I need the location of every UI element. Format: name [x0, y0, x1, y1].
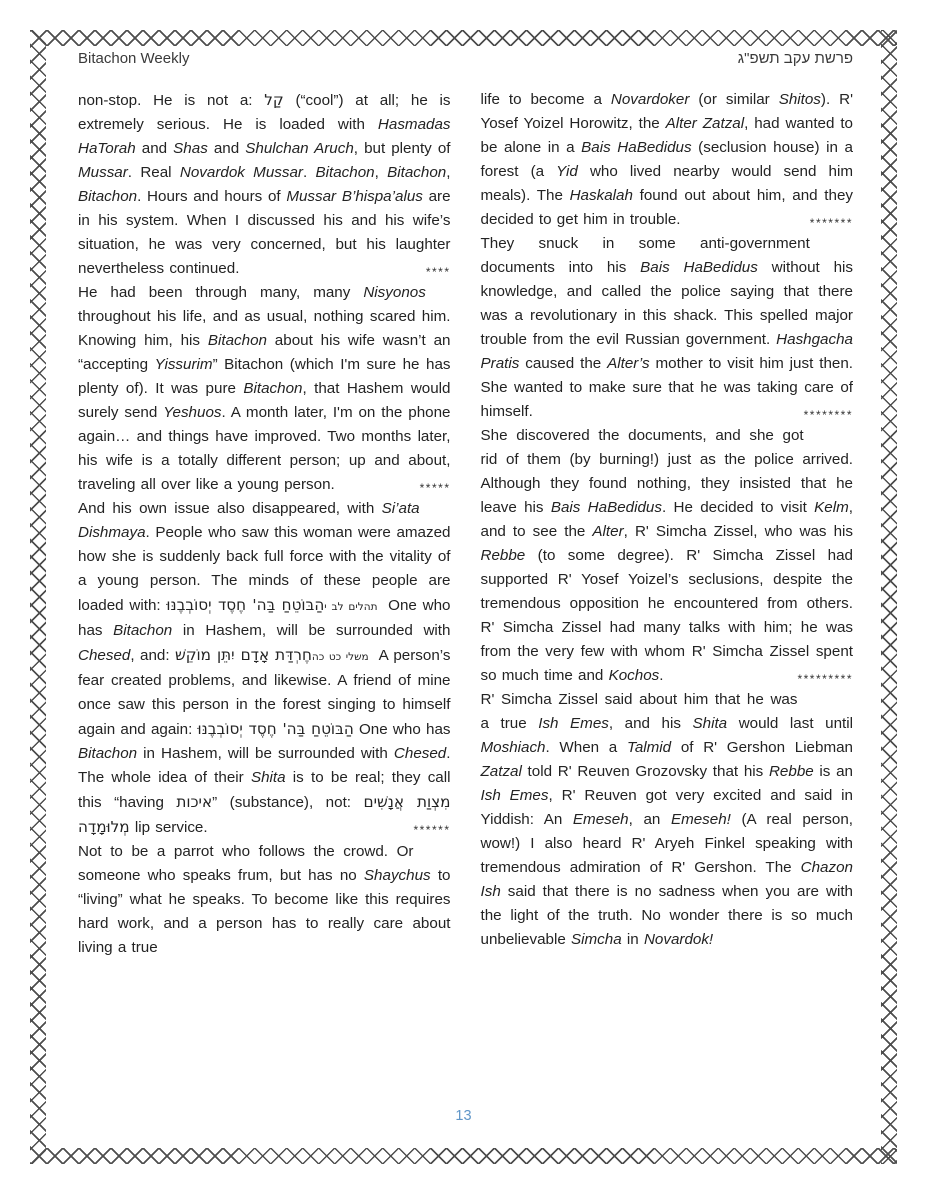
text-run: Bais HaBedidus: [581, 139, 692, 156]
hebrew-source-reference: משלי כט כה: [311, 651, 374, 663]
text-run: (A real person, wow!) I also heard R' Aryeh Finkel speaking with tremendous admiration of R' Gershon. The: [480, 811, 853, 876]
text-run: found out about him, and they decided to get him in trouble.: [480, 187, 853, 228]
text-run: Shita: [692, 715, 728, 732]
text-run: Alter: [592, 523, 624, 540]
text-run: Chazon Ish: [480, 859, 853, 900]
text-run: in Hashem, will be surrounded with: [172, 622, 451, 639]
text-run: , R' Simcha Zissel, who was his: [623, 523, 854, 540]
text-run: (to some degree). R' Simcha Zissel had supported R' Yosef Yoizel’s seclusions, despite the tremendous opposition he encountered from others. R' Simcha Zissel had many talks with him; he was from the very few with whom R' Simcha Zissel spent so much time and: [480, 547, 853, 684]
text-run: Bitachon: [243, 380, 303, 397]
text-run: Bitachon: [387, 164, 447, 181]
text-run: told R' Reuven Grozovsky that his: [521, 763, 769, 780]
text-run: Bitachon: [78, 188, 138, 205]
text-run: , an: [628, 811, 671, 828]
text-run: Novardoker: [610, 91, 690, 108]
section-divider-stars: *******: [809, 216, 853, 230]
text-run: She discovered the documents, and she got rid of them (by burning!) just as the police arrived. Although they found nothing, they insisted that he leave his: [480, 427, 853, 516]
text-run: ” (substance), not:: [212, 794, 364, 811]
hebrew-text: הַבּוֹטֵחַ בַּה' חֶסֶד יְסוֹבְבֶנּוּ: [197, 720, 354, 738]
hebrew-text: מִצְוַת אֲנָשִׁים מְלוּמָדָה: [78, 793, 451, 836]
page-number: 13: [455, 1108, 472, 1124]
text-run: One who has: [78, 597, 451, 639]
section-divider-stars: ******: [413, 823, 451, 837]
text-run: And his own issue also disappeared, with: [78, 500, 382, 517]
text-run: Alter’s: [607, 355, 650, 372]
paragraph: [78, 497, 451, 840]
text-run: lip service.: [129, 819, 208, 836]
text-run: Emeseh!: [670, 811, 731, 828]
text-run: Kelm: [814, 499, 849, 516]
text-run: Kochos: [608, 667, 660, 684]
border-top-edge: [30, 30, 897, 46]
text-run: throughout his life, and as usual, nothing scared him. Knowing him, his: [78, 308, 451, 349]
text-run: Bais HaBedidus: [640, 259, 758, 276]
text-run: . He decided to visit: [661, 499, 815, 516]
page-header: [78, 50, 853, 67]
text-run: non-stop. He is not a:: [78, 92, 265, 109]
text-run: Novardok Mussar: [179, 164, 303, 181]
text-run: ,: [446, 164, 451, 181]
text-run: Yissurim: [154, 356, 213, 373]
text-run: about his wife wasn’t an “accepting: [78, 332, 451, 373]
text-run: . A month later, I'm on the phone again… and things have improved. Two months later, his wife is a totally different person; up and about, traveling all over like a young person.: [78, 404, 451, 493]
text-run: Alter Zatzal: [665, 115, 745, 132]
text-run: is an: [813, 763, 853, 780]
text-run: . Hours and hours of: [137, 188, 287, 205]
newsletter-title: Bitachon Weekly: [78, 50, 190, 67]
text-run: ” Bitachon (which I'm sure he has plenty of). It was pure: [78, 356, 451, 397]
text-run: Chesed: [78, 647, 131, 664]
paragraph: [481, 88, 854, 232]
text-run: Hashgacha Pratis: [480, 331, 853, 372]
text-run: , and to see the: [480, 499, 853, 540]
paragraph: [78, 88, 451, 281]
section-divider-stars: ****: [425, 265, 451, 279]
text-run: Shulchan Aruch: [245, 140, 354, 157]
paragraph: [481, 424, 854, 688]
text-run: who lived nearby would send him meals). The: [480, 163, 853, 204]
hebrew-text: קַל: [264, 91, 284, 109]
text-run: Novardok!: [643, 931, 714, 948]
text-run: Shaychus: [363, 867, 431, 884]
text-run: Shas: [173, 140, 208, 157]
text-run: Si’ata Dishmaya: [78, 500, 420, 541]
paragraph: [481, 232, 854, 424]
text-run: .: [659, 667, 664, 684]
text-run: Moshiach: [480, 739, 546, 756]
text-run: Bitachon: [315, 164, 375, 181]
text-run: (or similar: [689, 91, 779, 108]
text-run: Mussar B’hispa’alus: [286, 188, 423, 205]
text-run: They snuck in some anti-government documents into his: [480, 235, 810, 276]
border-bottom-edge: [30, 1148, 897, 1164]
text-run: Ish Emes: [538, 715, 609, 732]
text-run: . When a: [545, 739, 627, 756]
text-run: in Hashem, will be surrounded with: [137, 745, 394, 762]
text-run: Bitachon: [78, 745, 138, 762]
text-run: mother to visit him just then. She wanted to make sure that he was taking care of himself.: [480, 355, 854, 420]
section-divider-stars: *********: [797, 672, 853, 686]
text-run: Shita: [250, 769, 286, 786]
column-right: [481, 88, 854, 960]
hebrew-text: הַבּוֹטֵחַ בַּה' חֶסֶד יְסוֹבְבֶנּוּ: [166, 596, 325, 614]
column-left: [78, 88, 451, 960]
border-right-edge: [881, 30, 897, 1164]
text-run: Bitachon: [207, 332, 267, 349]
section-divider-stars: ********: [803, 408, 853, 422]
text-run: Zatzal: [480, 763, 522, 780]
text-run: are in his system. When I discussed his and his wife’s situation, he was very concerned, but his laughter nevertheless continued.: [78, 188, 451, 277]
text-run: Ish Emes: [480, 787, 549, 804]
hebrew-source-reference: תהלים לב י: [324, 601, 383, 613]
text-run: , and:: [130, 647, 175, 664]
text-run: Not to be a parrot who follows the crowd. Or someone who speaks frum, but has no: [78, 843, 414, 884]
text-run: would last until: [727, 715, 853, 732]
paragraph: [78, 281, 451, 497]
text-run: , and his: [608, 715, 693, 732]
article-body: [78, 88, 853, 960]
text-run: Talmid: [626, 739, 672, 756]
parsha-title-hebrew: פרשת עקב תשפ"ג: [737, 50, 853, 67]
text-run: without his knowledge, and called the police saying that there was a revolutionary in this shack. This spelled major trouble from the evil Russian government.: [480, 259, 853, 348]
text-run: in: [621, 931, 644, 948]
text-run: One who has: [353, 721, 451, 738]
text-run: .: [302, 164, 316, 181]
text-run: Rebbe: [768, 763, 814, 780]
text-run: of R' Gershon Liebman: [671, 739, 853, 756]
text-run: . The whole idea of their: [78, 745, 451, 786]
text-run: . People who saw this woman were amazed how she is suddenly back full force with the vitality of a young person. The minds of these people are loaded with:: [78, 524, 451, 614]
text-run: Yeshuos: [163, 404, 222, 421]
text-run: , R' Reuven got very excited and said in Yiddish: An: [480, 787, 853, 828]
text-run: Haskalah: [569, 187, 633, 204]
text-run: Shitos: [778, 91, 821, 108]
text-run: life to become a: [480, 91, 611, 108]
text-run: R' Simcha Zissel said about him that he was a true: [480, 691, 798, 732]
paragraph: [78, 840, 451, 960]
border-left-edge: [30, 30, 46, 1164]
text-run: said that there is no sadness when you are with the light of the truth. No wonder there is so much unbelievable: [480, 883, 853, 948]
text-run: (seclusion house) in a forest (a: [480, 139, 853, 180]
text-run: Emeseh: [572, 811, 629, 828]
text-run: He had been through many, many: [78, 284, 364, 301]
text-run: , had wanted to be alone in a: [480, 115, 853, 156]
text-run: is to be real; they call this “having: [78, 769, 451, 811]
hebrew-text: איכות: [176, 793, 213, 811]
text-run: Mussar: [78, 164, 128, 181]
text-run: Rebbe: [480, 547, 526, 564]
text-run: Nisyonos: [363, 284, 426, 301]
text-run: to “living” what he speaks. To become like this requires hard work, and a person has to really care about living a true: [78, 867, 451, 956]
text-run: (“cool”) at all; he is extremely serious. He is loaded with: [78, 92, 451, 133]
paragraph: [481, 688, 854, 952]
text-run: and: [207, 140, 246, 157]
text-run: . Real: [127, 164, 180, 181]
text-run: Yid: [556, 163, 578, 180]
text-run: A person’s fear created problems, and likewise. A friend of mine once saw this person in the forest singing to himself again and again:: [78, 647, 451, 738]
text-run: Bitachon: [113, 622, 173, 639]
text-run: , but plenty of: [353, 140, 451, 157]
text-run: ). R' Yosef Yoizel Horowitz, the: [480, 91, 854, 132]
text-run: Chesed: [393, 745, 447, 762]
text-run: Hasmadas HaTorah: [78, 116, 451, 157]
text-run: Simcha: [571, 931, 622, 948]
hebrew-text: חֶרְדַּת אָדָם יִתֵּן מוֹקֵשׁ: [175, 646, 312, 664]
text-run: Bais HaBedidus: [550, 499, 662, 516]
text-run: , that Hashem would surely send: [78, 380, 451, 421]
text-run: ,: [374, 164, 388, 181]
text-run: caused the: [519, 355, 608, 372]
section-divider-stars: *****: [419, 481, 451, 495]
text-run: and: [135, 140, 174, 157]
